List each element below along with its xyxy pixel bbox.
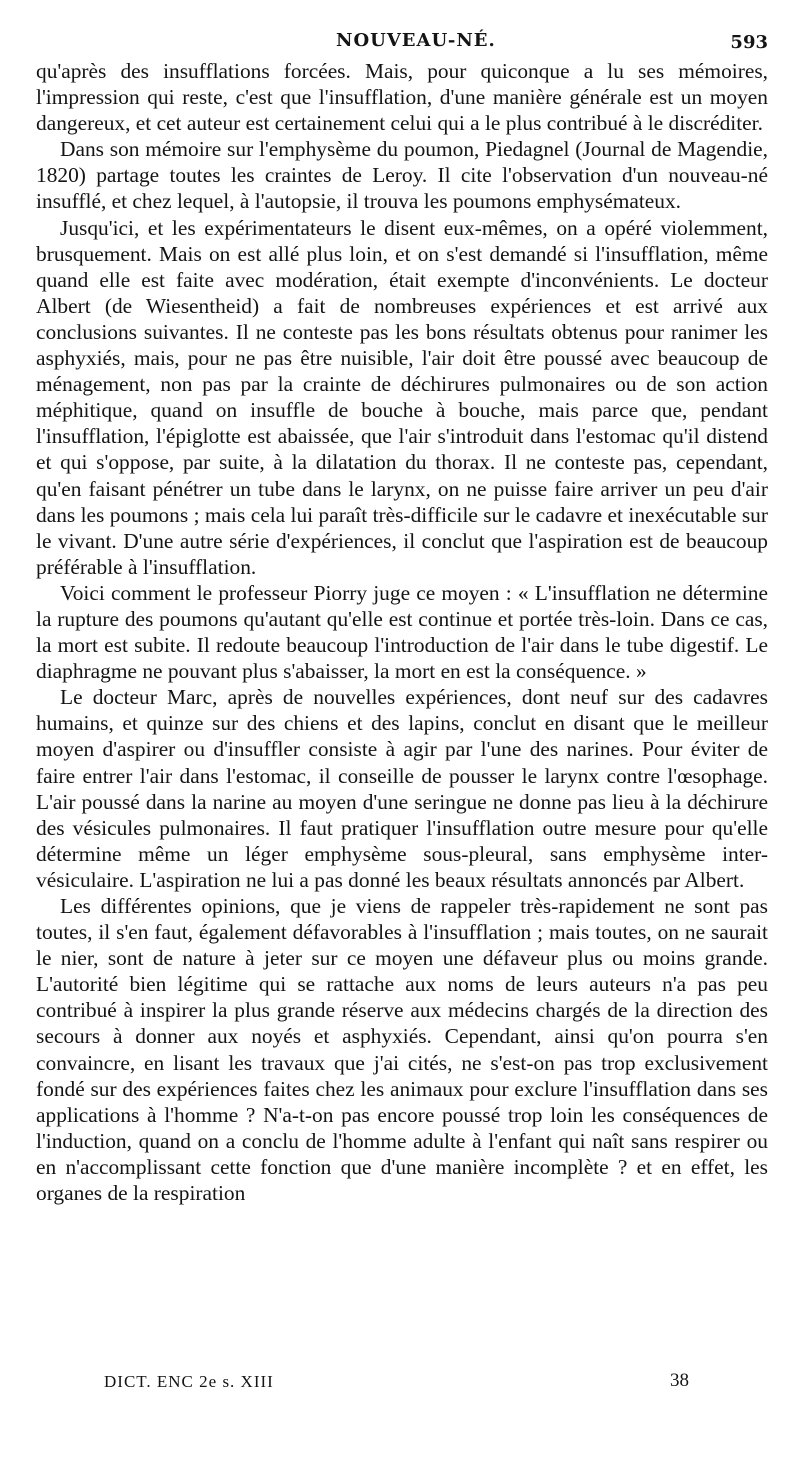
page-number: 593 xyxy=(730,32,768,53)
body-text xyxy=(36,58,768,1206)
paragraph-2: Dans son mémoire sur l'emphysème du poumon, Piedagnel (Journal de Magendie, 1820) partage toutes les craintes de Leroy. Il cite l'observation d'un nouveau-né insufflé, et chez lequel, à l'autopsie, il trouva les poumons emphysémateux. xyxy=(36,137,768,214)
page-footer xyxy=(36,1368,768,1398)
document-page xyxy=(36,0,768,1391)
signature-number: 38 xyxy=(670,1370,689,1391)
running-title: NOUVEAU-NÉ. xyxy=(336,30,496,51)
paragraph-3: Jusqu'ici, et les expérimentateurs le disent eux-mêmes, on a opéré violemment, brusquement. Mais on est allé plus loin, et on s'est demandé si l'insufflation, même quand elle est faite avec modération, était exempte d'inconvénients. Le docteur Albert (de Wiesentheid) a fait de nombreuses expériences et est arrivé aux conclusions suivantes. Il ne conteste pas les bons résultats obtenus pour ranimer les asphyxiés, mais, pour ne pas être nuisible, l'air doit être poussé avec beaucoup de ménagement, non pas par la crainte de déchirures pulmonaires ou de son action méphitique, quand on insuffle de bouche à bouche, mais parce que, pendant l'insufflation, l'épiglotte est abaissée, que l'air s'introduit dans l'estomac qu'il distend et qui s'oppose, par suite, à la dilatation du thorax. Il ne conteste pas, cependant, qu'en faisant pénétrer un tube dans le larynx, on ne puisse faire arriver un peu d'air dans les poumons ; mais cela lui paraît très-difficile sur le cadavre et inexécutable sur le vivant. D'une autre série d'expériences, il conclut que l'aspiration est de beaucoup préférable à l'insufflation. xyxy=(36,215,768,579)
paragraph-4: Voici comment le professeur Piorry juge ce moyen : « L'insufflation ne détermine la rupture des poumons qu'autant qu'elle est continue et portée très-loin. Dans ce cas, la mort est subite. Il redoute beaucoup l'introduction de l'air dans le tube digestif. Le diaphragme ne pouvant plus s'abaisser, la mort en est la conséquence. » xyxy=(36,580,768,684)
paragraph-5: Le docteur Marc, après de nouvelles expériences, dont neuf sur des cadavres humains, et quinze sur des chiens et des lapins, conclut en disant que le meilleur moyen d'aspirer ou d'insuffler consiste à agir par l'une des narines. Pour éviter de faire entrer l'air dans l'estomac, il conseille de pousser le larynx contre l'œsophage. L'air poussé dans la narine au moyen d'une seringue ne donne pas lieu à la déchirure des vésicules pulmonaires. Il faut pratiquer l'insufflation outre mesure pour qu'elle détermine même un léger emphysème sous-pleural, sans emphysème inter-vésiculaire. L'aspiration ne lui a pas donné les beaux résultats annoncés par Albert. xyxy=(36,685,768,892)
running-header xyxy=(36,0,768,53)
paragraph-6: Les différentes opinions, que je viens de rappeler très-rapidement ne sont pas toutes, il s'en faut, également défavorables à l'insufflation ; mais toutes, on ne saurait le nier, sont de nature à jeter sur ce moyen une défaveur plus ou moins grande. L'autorité bien légitime qui se rattache aux noms de leurs auteurs n'a pas peu contribué à inspirer la plus grande réserve aux médecins chargés de la direction des secours à donner aux noyés et asphyxiés. Cependant, ainsi qu'on pourra s'en convaincre, en lisant les travaux que j'ai cités, ne s'est-on pas trop exclusivement fondé sur des expériences faites chez les animaux pour exclure l'insufflation dans ses applications à l'homme ? N'a-t-on pas encore poussé trop loin les conséquences de l'induction, quand on a conclu de l'homme adulte à l'enfant qui naît sans respirer ou en n'accomplissant cette fonction que d'une manière incomplète ? et en effet, les organes de la respiration xyxy=(36,894,768,1206)
printer-signature: DICT. ENC 2e s. XIII xyxy=(104,1372,274,1391)
paragraph-1: qu'après des insufflations forcées. Mais, pour quiconque a lu ses mémoires, l'impression qui reste, c'est que l'insufflation, d'une manière générale est un moyen dangereux, et cet auteur est certainement celui qui a le plus contribué à le discréditer. xyxy=(36,59,768,136)
